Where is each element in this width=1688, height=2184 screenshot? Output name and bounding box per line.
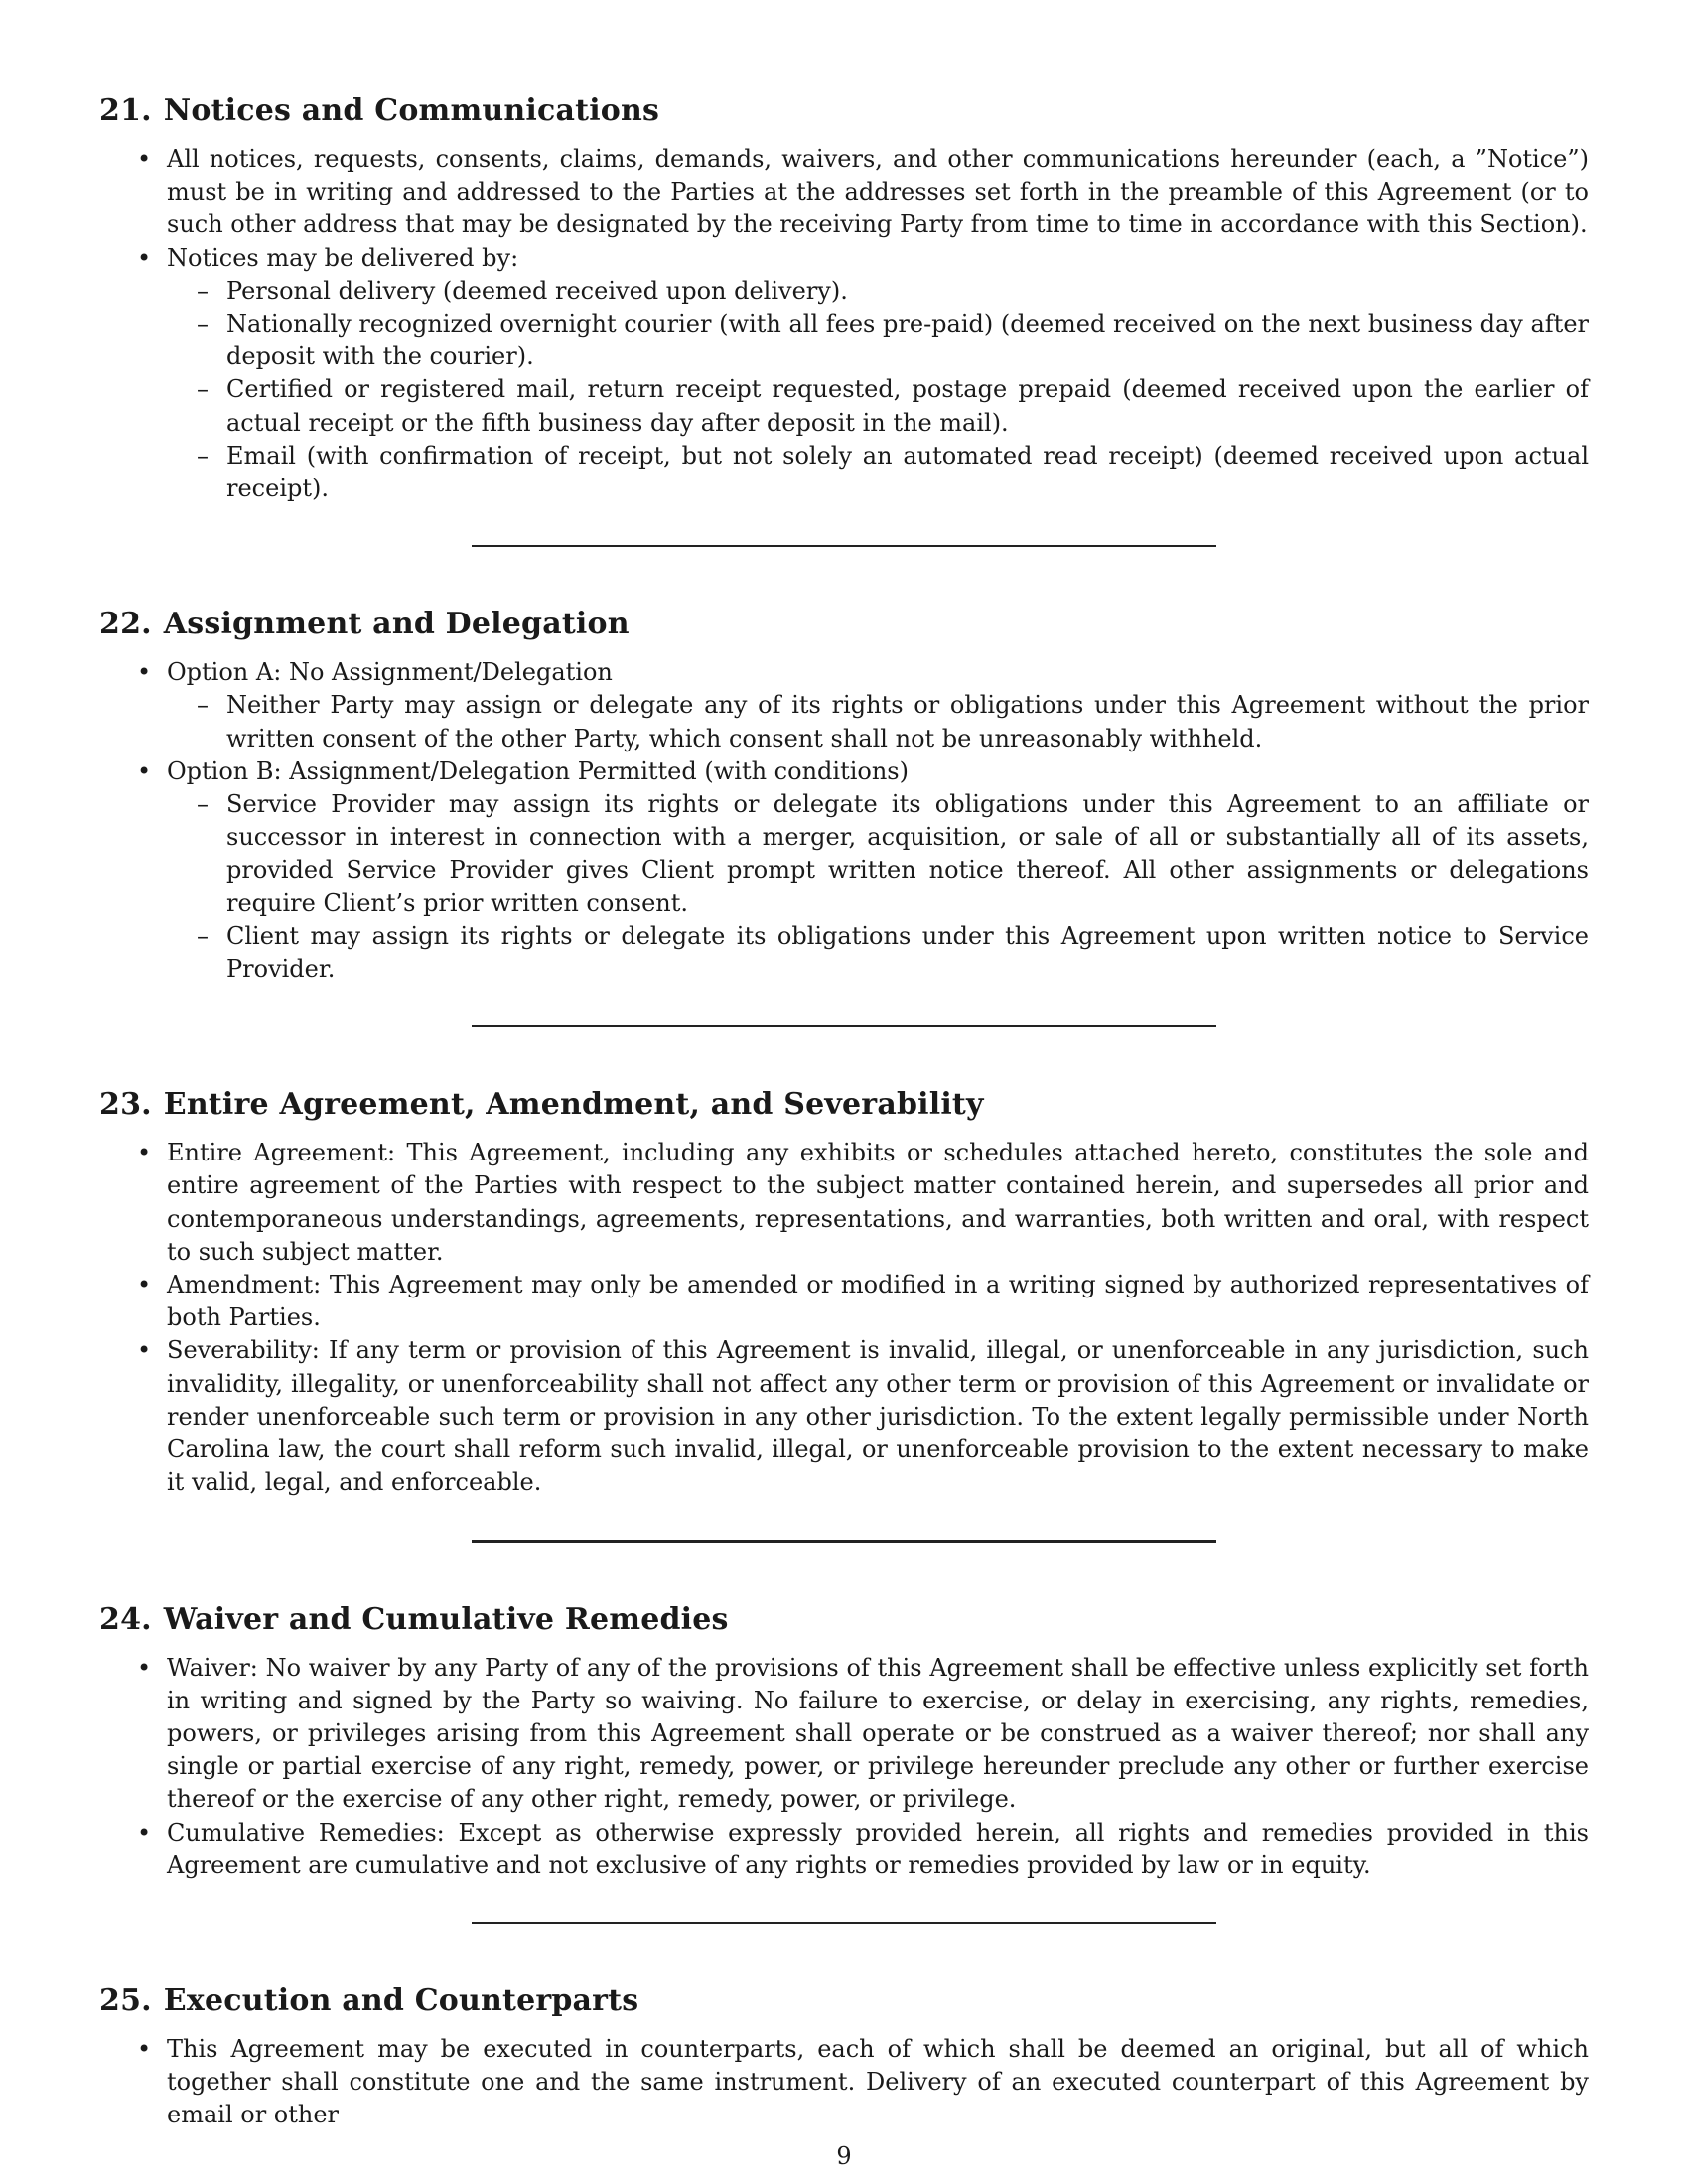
sub-list	[167, 275, 1589, 505]
list-item	[99, 656, 1589, 755]
section-number: 23.	[99, 1087, 152, 1123]
dash-icon: –	[197, 691, 209, 720]
section-heading	[99, 1600, 1589, 1640]
section-title: Entire Agreement, Amendment, and Severability	[163, 1087, 984, 1123]
section-divider	[472, 1922, 1216, 1924]
page-number: 9	[836, 2142, 852, 2170]
bullet-icon: •	[137, 658, 152, 687]
dash-icon: –	[197, 276, 209, 305]
bullet-icon: •	[137, 243, 152, 272]
bullet-icon: •	[137, 1653, 152, 1682]
sub-item-text: Client may assign its rights or delegate its obligations under this Agreement upon written notice to Service Provider.	[226, 921, 1589, 984]
bullet-icon: •	[137, 145, 152, 173]
list-item	[99, 1269, 1589, 1334]
list-item	[99, 755, 1589, 986]
list-item-text: Notices may be delivered by:	[167, 243, 519, 272]
sub-item-text: Personal delivery (deemed received upon delivery).	[226, 276, 848, 305]
section-divider	[472, 545, 1216, 547]
sub-list	[167, 689, 1589, 754]
bullet-list	[99, 1652, 1589, 1882]
sub-list-item	[167, 373, 1589, 439]
document-page	[99, 91, 1589, 2132]
list-item-text: Option B: Assignment/Delegation Permitted (with conditions)	[167, 756, 909, 785]
list-item	[99, 2033, 1589, 2132]
list-item-text: This Agreement may be executed in counterparts, each of which shall be deemed an original, but all of which together shall constitute one and the same instrument. Delivery of an executed counterpart of this Agreement by email or other	[167, 2034, 1589, 2129]
bullet-icon: •	[137, 1139, 152, 1167]
section-heading	[99, 1085, 1589, 1125]
bullet-list	[99, 2033, 1589, 2132]
sub-list-item	[167, 920, 1589, 986]
section-number: 24.	[99, 1601, 152, 1637]
bullet-icon: •	[137, 1271, 152, 1299]
section-23	[99, 1085, 1589, 1499]
list-item	[99, 1334, 1589, 1499]
bullet-icon: •	[137, 1336, 152, 1365]
bullet-icon: •	[137, 756, 152, 785]
bullet-icon: •	[137, 1818, 152, 1846]
sub-list	[167, 788, 1589, 986]
dash-icon: –	[197, 441, 209, 470]
dash-icon: –	[197, 375, 209, 404]
list-item-text: Severability: If any term or provision of this Agreement is invalid, illegal, or unenforceable in any jurisdiction, such invalidity, illegality, or unenforceability shall not affect any other term or provision of this Agreement or invalidate or render unenforceable such term or provision in any other jurisdiction. To the extent legally permissible under North Carolina law, the court shall reform such invalid, illegal, or unenforceable provision to the extent necessary to make it valid, legal, and enforceable.	[167, 1336, 1589, 1497]
section-24	[99, 1600, 1589, 1882]
list-item-text: Waiver: No waiver by any Party of any of the provisions of this Agreement shall be effective unless explicitly set forth in writing and signed by the Party so waiving. No failure to exercise, or delay in exercising, any rights, remedies, powers, or privileges arising from this Agreement shall operate or be construed as a waiver thereof; nor shall any single or partial exercise of any right, remedy, power, or privilege hereunder preclude any other or further exercise thereof or the exercise of any other right, remedy, power, or privilege.	[167, 1653, 1589, 1814]
sub-list-item	[167, 440, 1589, 505]
section-title: Notices and Communications	[163, 93, 660, 128]
sub-item-text: Email (with confirmation of receipt, but not solely an automated read receipt) (deemed received upon actual receipt).	[226, 441, 1589, 503]
list-item	[99, 1652, 1589, 1817]
section-divider	[472, 1025, 1216, 1027]
sub-item-text: Service Provider may assign its rights or delegate its obligations under this Agreement to an affiliate or successor in interest in connection with a merger, acquisition, or sale of all or substantially all of its assets, provided Service Provider gives Client prompt written notice thereof. All other assignments or delegations require Client’s prior written consent.	[226, 790, 1589, 917]
dash-icon: –	[197, 790, 209, 819]
list-item	[99, 143, 1589, 242]
section-divider	[472, 1540, 1216, 1543]
list-item	[99, 1817, 1589, 1882]
section-heading	[99, 91, 1589, 131]
section-title: Execution and Counterparts	[163, 1982, 639, 2018]
bullet-list	[99, 143, 1589, 505]
list-item	[99, 242, 1589, 506]
section-number: 21.	[99, 93, 152, 128]
list-item-text: Option A: No Assignment/Delegation	[167, 658, 613, 687]
bullet-icon: •	[137, 2034, 152, 2063]
sub-list-item	[167, 788, 1589, 920]
section-22	[99, 605, 1589, 986]
sub-list-item	[167, 689, 1589, 754]
bullet-list	[99, 656, 1589, 986]
bullet-list	[99, 1137, 1589, 1499]
section-25	[99, 1981, 1589, 2132]
section-21	[99, 91, 1589, 505]
dash-icon: –	[197, 921, 209, 950]
list-item-text: All notices, requests, consents, claims, demands, waivers, and other communications hereunder (each, a ”Notice”) must be in writing and addressed to the Parties at the addresses set forth in the preamble of this Agreement (or to such other address that may be designated by the receiving Party from time to time in accordance with this Section).	[167, 145, 1589, 239]
sub-item-text: Certified or registered mail, return receipt requested, postage prepaid (deemed received upon the earlier of actual receipt or the fifth business day after deposit in the mail).	[226, 375, 1589, 437]
list-item-text: Entire Agreement: This Agreement, including any exhibits or schedules attached hereto, constitutes the sole and entire agreement of the Parties with respect to the subject matter contained herein, and supersedes all prior and contemporaneous understandings, agreements, representations, and warranties, both written and oral, with respect to such subject matter.	[167, 1139, 1589, 1266]
sub-list-item	[167, 275, 1589, 308]
section-title: Waiver and Cumulative Remedies	[163, 1601, 729, 1637]
section-heading	[99, 605, 1589, 644]
sub-list-item	[167, 308, 1589, 373]
sub-item-text: Neither Party may assign or delegate any of its rights or obligations under this Agreement without the prior written consent of the other Party, which consent shall not be unreasonably withheld.	[226, 691, 1589, 752]
section-heading	[99, 1981, 1589, 2021]
section-number: 22.	[99, 607, 152, 642]
list-item-text: Amendment: This Agreement may only be amended or modified in a writing signed by authorized representatives of both Parties.	[167, 1271, 1589, 1332]
list-item	[99, 1137, 1589, 1269]
list-item-text: Cumulative Remedies: Except as otherwise expressly provided herein, all rights and remedies provided in this Agreement are cumulative and not exclusive of any rights or remedies provided by law or in equity.	[167, 1818, 1589, 1879]
dash-icon: –	[197, 310, 209, 339]
sub-item-text: Nationally recognized overnight courier (with all fees pre-paid) (deemed received on the next business day after deposit with the courier).	[226, 310, 1589, 371]
section-number: 25.	[99, 1982, 152, 2018]
section-title: Assignment and Delegation	[163, 607, 630, 642]
